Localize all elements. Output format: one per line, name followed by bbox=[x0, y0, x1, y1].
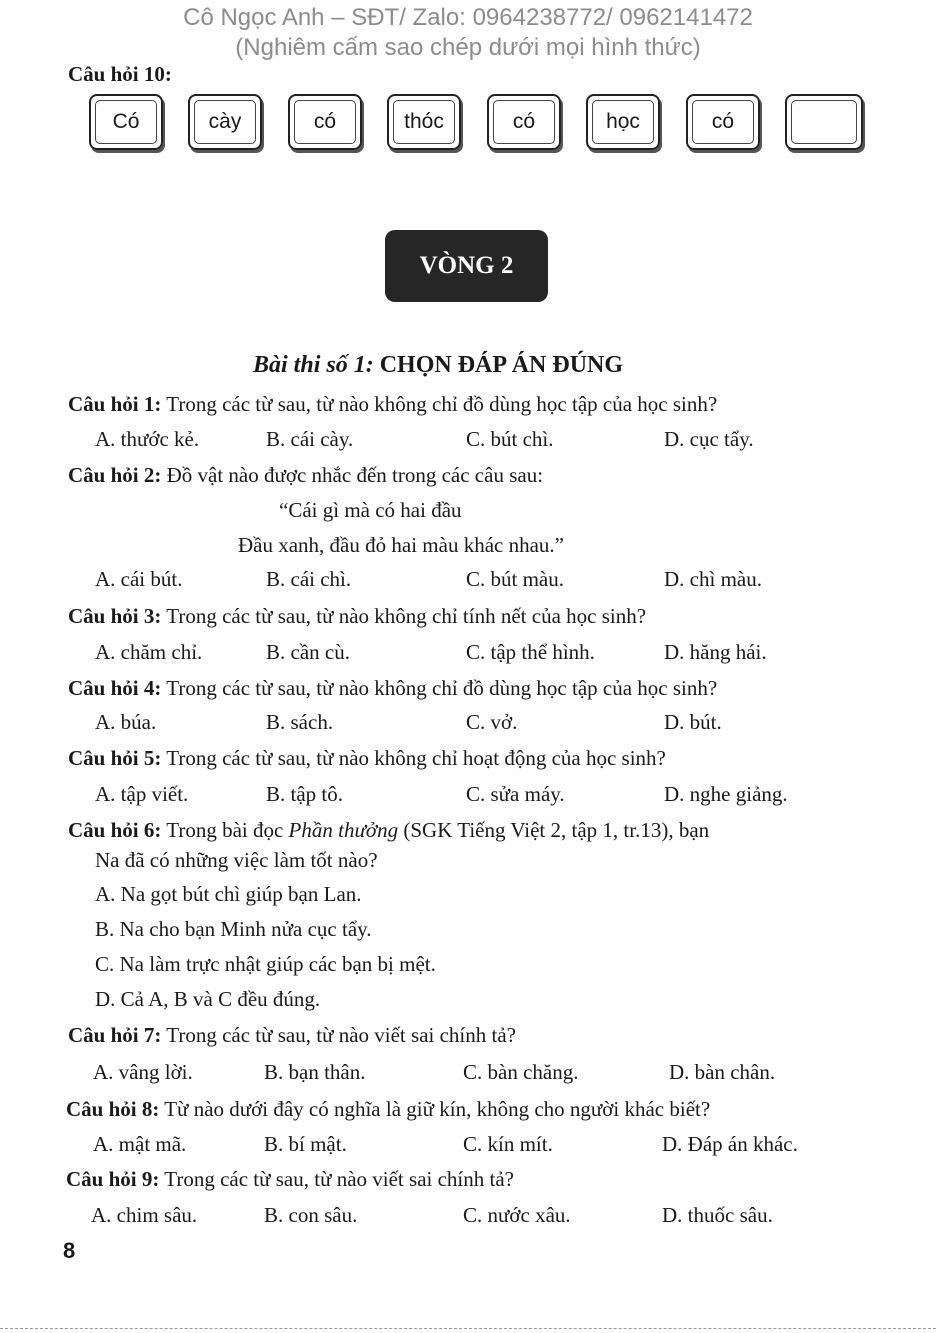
section-title bbox=[253, 352, 623, 379]
question-label: Câu hỏi 1: bbox=[68, 392, 162, 416]
question-2 bbox=[68, 463, 543, 488]
word-box-7: có bbox=[686, 94, 760, 150]
question-text: Trong các từ sau, từ nào không chỉ đồ dùng học tập của học sinh? bbox=[166, 676, 718, 700]
word-box-1: Có bbox=[89, 94, 163, 150]
question-6 bbox=[68, 818, 709, 843]
question-label: Câu hỏi 2: bbox=[68, 463, 162, 487]
watermark-line-2: (Nghiêm cấm sao chép dưới mọi hình thức) bbox=[235, 34, 701, 61]
q10-label: Câu hỏi 10: bbox=[68, 62, 172, 86]
option[interactable]: A. cái bút. bbox=[95, 567, 183, 591]
word-box-5: có bbox=[487, 94, 561, 150]
question-label: Câu hỏi 5: bbox=[68, 746, 162, 770]
option[interactable]: A. chăm chỉ. bbox=[95, 640, 203, 664]
question-text: Trong các từ sau, từ nào không chỉ đồ dùng học tập của học sinh? bbox=[166, 392, 718, 416]
question-4 bbox=[68, 676, 717, 701]
question-text: Trong các từ sau, từ nào không chỉ hoạt động của học sinh? bbox=[166, 746, 666, 770]
question-8 bbox=[66, 1097, 710, 1122]
page-bottom-rule bbox=[0, 1328, 936, 1329]
option[interactable]: C. Na làm trực nhật giúp các bạn bị mệt. bbox=[95, 952, 436, 976]
round-badge: VÒNG 2 bbox=[385, 230, 548, 302]
option[interactable]: D. bàn chân. bbox=[669, 1060, 776, 1084]
question-label: Câu hỏi 7: bbox=[68, 1023, 162, 1047]
question-5 bbox=[68, 746, 666, 771]
word-box-3: có bbox=[288, 94, 362, 150]
word-box-6: học bbox=[586, 94, 660, 150]
quote-line-1: “Cái gì mà có hai đầu bbox=[279, 498, 462, 522]
option[interactable]: B. bí mật. bbox=[264, 1132, 347, 1156]
option[interactable]: C. kín mít. bbox=[463, 1132, 553, 1156]
question-label: Câu hỏi 9: bbox=[66, 1167, 160, 1191]
option[interactable]: C. vở. bbox=[466, 710, 518, 734]
option[interactable]: B. cần cù. bbox=[266, 640, 350, 664]
option[interactable]: C. tập thể hình. bbox=[466, 640, 595, 664]
option[interactable]: B. cái chì. bbox=[266, 567, 352, 591]
option[interactable]: D. hăng hái. bbox=[664, 640, 767, 664]
option[interactable]: A. thước kẻ. bbox=[95, 427, 200, 451]
question-text-post: (SGK Tiếng Việt 2, tập 1, tr.13), bạn bbox=[398, 818, 710, 842]
question-label: Câu hỏi 3: bbox=[68, 604, 162, 628]
option[interactable]: B. tập tô. bbox=[266, 782, 343, 806]
section-heading: CHỌN ĐÁP ÁN ĐÚNG bbox=[379, 352, 624, 378]
option[interactable]: D. Cả A, B và C đều đúng. bbox=[95, 987, 321, 1011]
word-box-answer-blank[interactable] bbox=[785, 94, 863, 150]
option[interactable]: D. nghe giảng. bbox=[664, 782, 788, 806]
option[interactable]: B. sách. bbox=[266, 710, 334, 734]
option[interactable]: D. Đáp án khác. bbox=[662, 1132, 798, 1156]
question-7 bbox=[68, 1023, 516, 1048]
option[interactable]: B. Na cho bạn Minh nửa cục tẩy. bbox=[95, 917, 372, 941]
option[interactable]: C. bút chì. bbox=[466, 427, 554, 451]
question-text: Đồ vật nào được nhắc đến trong các câu sau: bbox=[166, 463, 544, 487]
question-3 bbox=[68, 604, 646, 629]
question-9 bbox=[66, 1167, 514, 1192]
option[interactable]: C. bàn chăng. bbox=[463, 1060, 579, 1084]
option[interactable]: A. vâng lời. bbox=[93, 1060, 193, 1084]
option[interactable]: A. búa. bbox=[95, 710, 157, 734]
option[interactable]: B. con sâu. bbox=[264, 1203, 358, 1227]
question-label: Câu hỏi 6: bbox=[68, 818, 162, 842]
option[interactable]: D. bút. bbox=[664, 710, 722, 734]
reading-title: Phần thưởng bbox=[288, 818, 399, 842]
page-number: 8 bbox=[63, 1238, 76, 1263]
option[interactable]: A. mật mã. bbox=[93, 1132, 187, 1156]
option[interactable]: D. chì màu. bbox=[664, 567, 762, 591]
word-box-4: thóc bbox=[387, 94, 461, 150]
option[interactable]: D. thuốc sâu. bbox=[662, 1203, 773, 1227]
option[interactable]: A. tập viết. bbox=[95, 782, 189, 806]
question-text-pre: Trong bài đọc bbox=[166, 818, 289, 842]
quote-line-2: Đầu xanh, đầu đỏ hai màu khác nhau.” bbox=[238, 533, 564, 557]
word-box-2: cày bbox=[188, 94, 262, 150]
option[interactable]: C. bút màu. bbox=[466, 567, 564, 591]
question-text: Từ nào dưới đây có nghĩa là giữ kín, không cho người khác biết? bbox=[164, 1097, 711, 1121]
option[interactable]: A. chim sâu. bbox=[91, 1203, 198, 1227]
watermark-line-1: Cô Ngọc Anh – SĐT/ Zalo: 0964238772/ 0962141472 bbox=[183, 4, 753, 31]
option[interactable]: B. bạn thân. bbox=[264, 1060, 366, 1084]
question-label: Câu hỏi 4: bbox=[68, 676, 162, 700]
option[interactable]: B. cái cày. bbox=[266, 427, 354, 451]
option[interactable]: C. nước xâu. bbox=[463, 1203, 571, 1227]
question-text: Trong các từ sau, từ nào viết sai chính tả? bbox=[164, 1167, 514, 1191]
option[interactable]: D. cục tẩy. bbox=[664, 427, 754, 451]
question-text-line-2: Na đã có những việc làm tốt nào? bbox=[95, 848, 378, 872]
question-text: Trong các từ sau, từ nào không chỉ tính nết của học sinh? bbox=[166, 604, 647, 628]
section-prefix: Bài thi số 1: bbox=[253, 352, 374, 378]
option[interactable]: A. Na gọt bút chì giúp bạn Lan. bbox=[95, 882, 362, 906]
question-label: Câu hỏi 8: bbox=[66, 1097, 160, 1121]
question-1 bbox=[68, 392, 717, 417]
question-text: Trong các từ sau, từ nào viết sai chính tả? bbox=[166, 1023, 516, 1047]
option[interactable]: C. sửa máy. bbox=[466, 782, 565, 806]
